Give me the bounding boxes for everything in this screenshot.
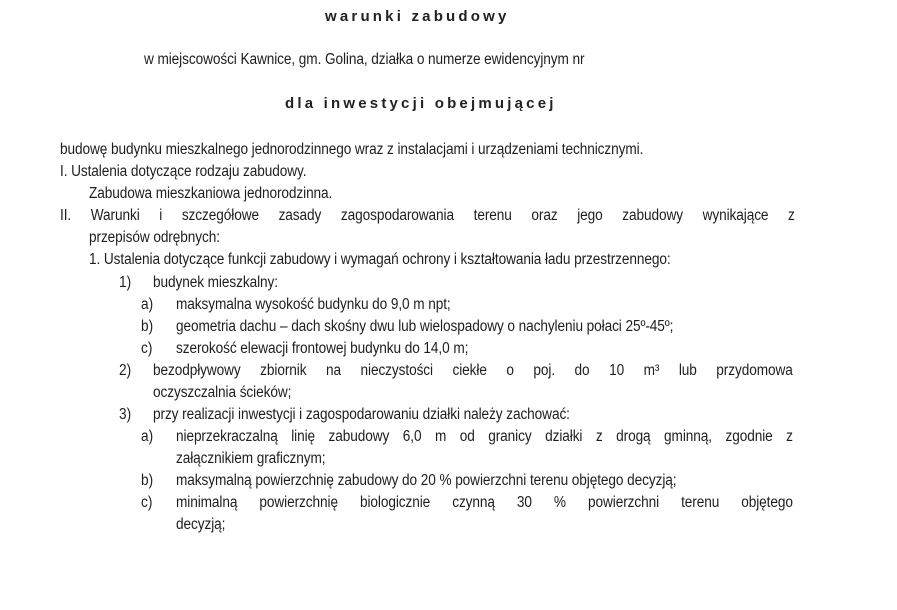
section-I-text: Zabudowa mieszkaniowa jednorodzinna. bbox=[89, 185, 333, 202]
item-3c-text-line2: decyzją; bbox=[176, 516, 226, 533]
section-II-heading-line2: przepisów odrębnych: bbox=[89, 229, 220, 246]
item-3b-marker: b) bbox=[141, 472, 154, 489]
item-3a-text-line1 bbox=[176, 427, 793, 447]
item-3c-text-line1-content: minimalną powierzchnię biologicznie czynną 30 % powierzchni terenu objętego bbox=[176, 494, 793, 511]
location-line: w miejscowości Kawnice, gm. Golina, działka o numerze ewidencyjnym nr bbox=[144, 51, 585, 68]
item-2-text-line1 bbox=[153, 361, 793, 381]
section-II-heading-line1 bbox=[60, 206, 795, 226]
item-2-marker: 2) bbox=[119, 362, 132, 379]
item-3a-text-line1-content: nieprzekraczalną linię zabudowy 6,0 m od granicy działki z drogą gminną, zgodnie z bbox=[176, 428, 793, 445]
item-1-text: budynek mieszkalny: bbox=[153, 274, 278, 291]
item-3c-marker: c) bbox=[141, 494, 153, 511]
item-1b-marker: b) bbox=[141, 318, 154, 335]
item-1c-text: szerokość elewacji frontowej budynku do 14,0 m; bbox=[176, 340, 469, 357]
item-3c-text-line1 bbox=[176, 493, 793, 513]
item-1b-text: geometria dachu – dach skośny dwu lub wielospadowy o nachyleniu połaci 25º-45º; bbox=[176, 318, 674, 335]
item-1c-marker: c) bbox=[141, 340, 153, 357]
item-1-marker: 1) bbox=[119, 274, 132, 291]
document-title: warunki zabudowy bbox=[325, 8, 510, 25]
item-1a-text: maksymalna wysokość budynku do 9,0 m npt; bbox=[176, 296, 451, 313]
section-I-heading: I. Ustalenia dotyczące rodzaju zabudowy. bbox=[60, 163, 307, 180]
section-II-heading-text: II. Warunki i szczegółowe zasady zagospodarowania terenu oraz jego zabudowy wynikające z bbox=[60, 207, 795, 224]
item-3-text: przy realizacji inwestycji i zagospodarowaniu działki należy zachować: bbox=[153, 406, 570, 423]
item-3a-text-line2: załącznikiem graficznym; bbox=[176, 450, 326, 467]
item-1a-marker: a) bbox=[141, 296, 154, 313]
investment-description: budowę budynku mieszkalnego jednorodzinnego wraz z instalacjami i urządzeniami technicznymi. bbox=[60, 141, 644, 158]
item-2-text-line2: oczyszczalnia ścieków; bbox=[153, 384, 292, 401]
document-subtitle: dla inwestycji obejmującej bbox=[285, 95, 557, 112]
point-1-heading: 1. Ustalenia dotyczące funkcji zabudowy i wymagań ochrony i kształtowania ładu przestrzennego: bbox=[89, 251, 671, 268]
item-2-text-line1-content: bezodpływowy zbiornik na nieczystości ciekłe o poj. do 10 m³ lub przydomowa bbox=[153, 362, 793, 379]
item-3a-marker: a) bbox=[141, 428, 154, 445]
item-3-marker: 3) bbox=[119, 406, 132, 423]
item-3b-text: maksymalną powierzchnię zabudowy do 20 % powierzchni terenu objętego decyzją; bbox=[176, 472, 677, 489]
